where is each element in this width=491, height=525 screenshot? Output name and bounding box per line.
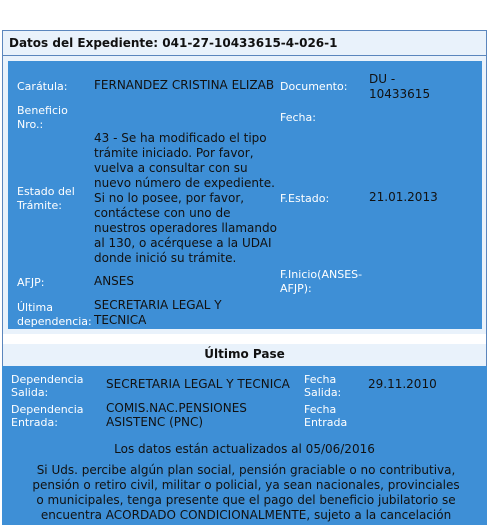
estado-line-1: 43 - Se ha modificado el tipo [94, 131, 267, 145]
afjp-label: AFJP: [17, 276, 45, 289]
dep-salida-label-line1: Dependencia [11, 373, 84, 386]
estado-line-2: trámite iniciado. Por favor, [94, 146, 254, 160]
ultima-value-line2: TECNICA [94, 313, 147, 327]
estado-label-line2: Trámite: [17, 199, 62, 212]
dep-entrada-value-line1: COMIS.NAC.PENSIONES [106, 401, 247, 415]
dep-entrada-label-line2: Entrada: [11, 416, 58, 429]
finicio-label-line1: F.Inicio(ANSES- [280, 268, 363, 281]
fecha-entrada-label-line1: Fecha [304, 403, 337, 416]
dep-entrada-label-line1: Dependencia [11, 403, 84, 416]
caratula-value: FERNANDEZ CRISTINA ELIZAB [94, 78, 275, 92]
data-updated-text: Los datos están actualizados al 05/06/2016 [114, 442, 375, 456]
notice-line-2: pensión o retiro civil, militar o policial, ya sean nacionales, provinciales [32, 478, 460, 492]
dep-entrada-value-line2: ASISTENC (PNC) [106, 415, 204, 429]
estado-line-4: nuevo número de expediente. [94, 176, 275, 190]
fecha-label: Fecha: [280, 111, 316, 124]
details-grid [8, 61, 482, 329]
dep-salida-label-line2: Salida: [11, 386, 49, 399]
footer-panel [2, 429, 487, 525]
fecha-salida-label-line1: Fecha [304, 373, 337, 386]
estado-line-5: Si no lo posee, por favor, [94, 191, 245, 205]
ultimo-pase-panel [2, 366, 487, 429]
finicio-label-line2: AFJP): [280, 282, 312, 295]
notice-line-1: Si Uds. percibe algún plan social, pensión graciable o no contributiva, [36, 463, 456, 477]
documento-value-line2: 10433615 [369, 87, 431, 101]
estado-line-8: al 130, o acérquese a la UDAI [94, 236, 272, 250]
festado-value: 21.01.2013 [369, 190, 438, 204]
festado-label: F.Estado: [280, 192, 330, 205]
page-title: Datos del Expediente: 041-27-10433615-4-026-1 [9, 36, 338, 50]
ultimo-pase-header [2, 344, 487, 366]
estado-line-7: nuestros operadores llamando [94, 221, 277, 235]
expediente-details-panel [2, 56, 487, 334]
beneficio-label-line1: Beneficio [17, 104, 68, 117]
ultima-label-line1: Última [17, 301, 53, 314]
section-separator [2, 334, 487, 344]
ultima-label-line2: dependencia: [17, 315, 92, 328]
ultimo-pase-title: Último Pase [204, 347, 285, 361]
estado-label-line1: Estado del [17, 185, 75, 198]
notice-text [11, 463, 481, 523]
fecha-entrada-label-line2: Entrada [304, 416, 348, 429]
documento-value-line1: DU - [369, 72, 396, 86]
top-whitespace [0, 0, 491, 30]
dep-salida-value: SECRETARIA LEGAL Y TECNICA [106, 377, 290, 391]
fecha-salida-label-line2: Salida: [304, 386, 342, 399]
estado-line-9: donde inició su trámite. [94, 251, 237, 265]
ultima-value-line1: SECRETARIA LEGAL Y [94, 298, 222, 312]
documento-label: Documento: [280, 80, 348, 93]
expediente-title-bar [2, 30, 487, 56]
beneficio-label-line2: Nro.: [17, 118, 44, 131]
estado-line-3: vuelva a consultar con su [94, 161, 248, 175]
fecha-salida-value: 29.11.2010 [368, 377, 437, 391]
estado-line-6: contáctese con uno de [94, 206, 231, 220]
caratula-label: Carátula: [17, 80, 68, 93]
afjp-value: ANSES [94, 274, 135, 288]
notice-line-3: o municipales, tenga presente que el pago del beneficio jubilatorio se [36, 493, 456, 507]
notice-line-4: encuentra ACORDADO CONDICIONALMENTE, sujeto a la cancelación [40, 508, 452, 522]
